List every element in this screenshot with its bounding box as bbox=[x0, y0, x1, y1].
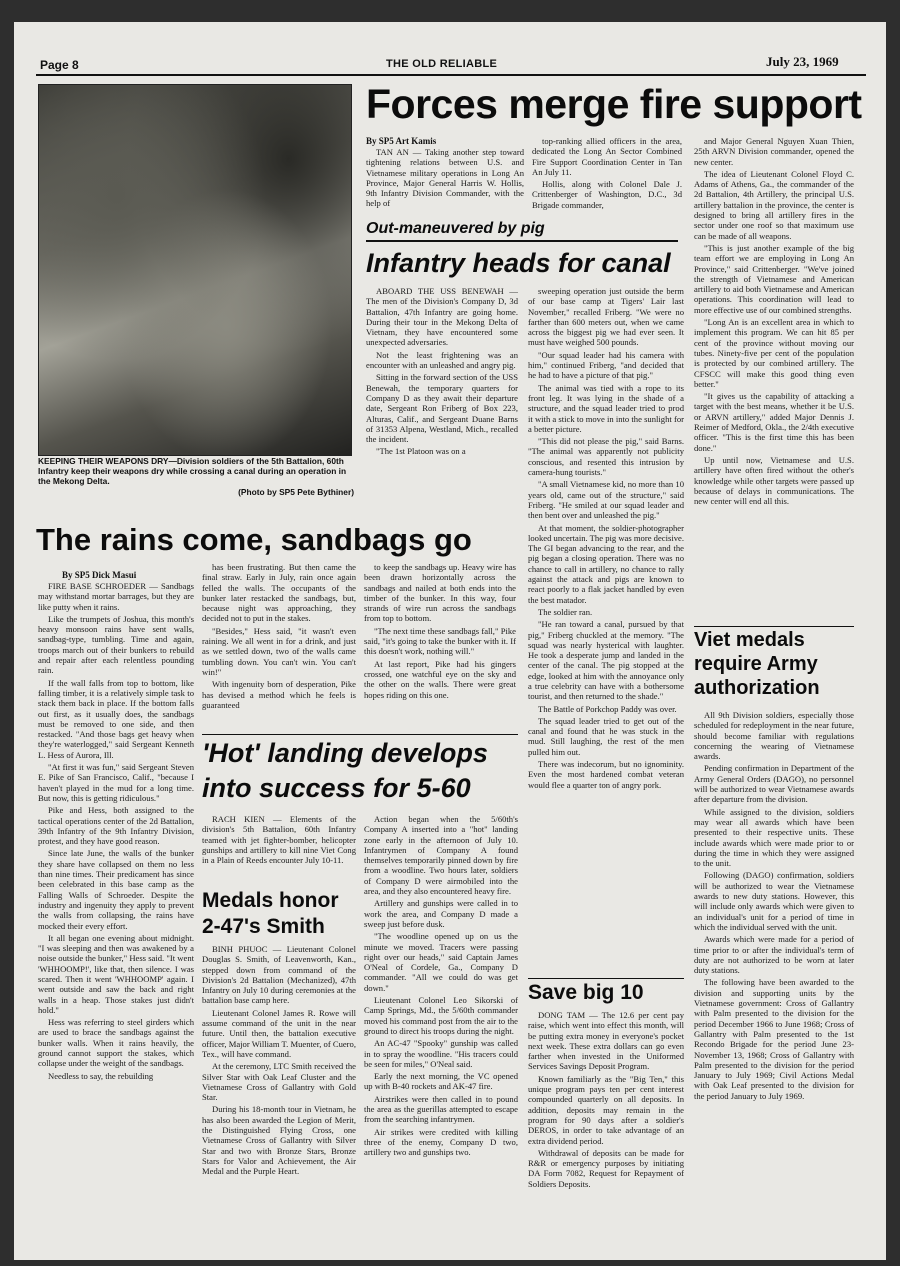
medals-column bbox=[202, 944, 356, 1244]
save-paragraph: Known familiarly as the "Big Ten," this unique program pays ten per cent interest compounded quarterly on all deposits. In addition, deposits may remain in the program for 90 days after a soldier's DEROS, in order to take advantage of an extra dividend period. bbox=[528, 1073, 684, 1146]
hot-column-1 bbox=[202, 814, 356, 890]
viet-paragraph: Following (DAGO) confirmation, soldiers will be authorized to wear the Vietnamese awards to new duty stations. However, this will include only awards which were given to an individual's unit for a period of time in which the individual served with the unit. bbox=[694, 870, 854, 932]
medals-paragraph: During his 18-month tour in Vietnam, he has also been awarded the Legion of Merit, the Distinguished Flying Cross, one Vietnamese Cross of Gallantry with Silver Star and two with Bronze Stars, Bronze Stars for Valor and Achievement, the Air Medal and the Purple Heart. bbox=[202, 1104, 356, 1177]
forces-paragraph: Up until now, Vietnamese and U.S. artillery have often fired without the other's knowledge while other targets were passed up because of delays in communications. The new center will end all this. bbox=[694, 454, 854, 507]
photo-credit: (Photo by SP5 Pete Bythiner) bbox=[238, 486, 354, 497]
forces-column-1 bbox=[366, 136, 524, 216]
rains-paragraph: With ingenuity born of desperation, Pike has devised a method which he feels is guaranteed bbox=[202, 679, 356, 710]
hot-paragraph: Airstrikes were then called in to pound the area as the guerillas attempted to escape from the searching infantrymen. bbox=[364, 1093, 518, 1125]
hot-column-2 bbox=[364, 814, 518, 1246]
pig-paragraph: Sitting in the forward section of the USS Benewah, the temporary quarters for Company D as they await their departure date, Sergeant Ron Friberg of Box 223, Alturas, Calif., and Sergeant Duane Barns of 31353 Alpena, Westland, Mich., recalled the incident. bbox=[366, 372, 518, 445]
forces-paragraph: "Long An is an excellent area in which to implement this program. We can hit 85 per cent of the province without moving our tubes. Ninety-five per cent of the population is protected by our combined artillery. The CFSCC will make this good thing even better." bbox=[694, 317, 854, 389]
viet-headline-line-1: Viet medals bbox=[694, 629, 805, 651]
medals-headline bbox=[202, 890, 358, 937]
hot-headline-line-2: into success for 5-60 bbox=[202, 773, 471, 803]
rains-paragraph: Hess was referring to steel girders which are used to brace the sandbags against the bunker walls. When it rains heavily, the ground cannot support the stakes, which collapse under the weight of the sandbags. bbox=[38, 1017, 194, 1069]
header-rule bbox=[36, 74, 866, 76]
section-divider bbox=[202, 734, 518, 735]
pig-paragraph: The soldier ran. bbox=[538, 606, 593, 617]
pig-column-1 bbox=[366, 286, 518, 476]
save-paragraph: Withdrawal of deposits can be made for R&R or emergency purposes by initiating DA Form 7082, Request for Repayment of Soldiers Deposits. bbox=[528, 1147, 684, 1189]
forces-paragraph: "This is just another example of the big team effort we are employing in Long An Province," said Crittenberger. "We've joined the strength of Vietnamese and American artillery to aid both Vietnamese and American operations. This coordination will lead to more effective use of our combined strengths. bbox=[694, 242, 854, 315]
viet-paragraph: Awards which were made for a period of time prior to or after the individual's term of duty are not authorized to be worn at later duty stations. bbox=[694, 934, 854, 976]
rains-paragraph: "The next time these sandbags fall," Pike said, "it's going to take the bunker with it. If this doesn't work, nothing will." bbox=[364, 625, 516, 657]
rains-paragraph: "Besides," Hess said, "it wasn't even raining. We all went in for a drink, and just as we settled down, two of the walls came tumbling down. You can't win. You can't win!" bbox=[202, 625, 356, 677]
pig-paragraph: The squad leader tried to get out of the canal and found that he was stuck in the mud. Still laughing, the rest of the men pulled him out. bbox=[528, 715, 684, 757]
pig-paragraph: There was indecorum, but no ignominity. Even the most hardened combat veteran would flee a quarter ton of angry pork. bbox=[528, 759, 684, 790]
hot-paragraph: An AC-47 "Spooky" gunship was called in to spray the woodline. "His tracers could be seen for miles," O'Neal said. bbox=[364, 1038, 518, 1069]
forces-paragraph: and Major General Nguyen Xuan Thien, 25th ARVN Division commander, opened the new center. bbox=[694, 136, 854, 167]
hot-paragraph: Air strikes were credited with killing three of the enemy, Company D two, artillery two and gunships two. bbox=[364, 1126, 518, 1158]
rains-paragraph: It all began one evening about midnight. "I was sleeping and then was awakened by a noise outside the bunker," Hess said. "It went 'WHHOOMP!', like that, then silence. I was scared. Then it went 'WHHOOMP' again. I went outside and saw the back and right walls in a heap. Those stakes just didn't hold." bbox=[38, 932, 194, 1015]
hot-paragraph: Lieutenant Colonel Leo Sikorski of Camp Springs, Md., the 5/60th commander moved his command post from the air to the ground to direct his troops during the night. bbox=[364, 995, 518, 1036]
rains-column-1 bbox=[38, 570, 194, 1244]
rains-paragraph: FIRE BASE SCHROEDER — Sandbags may withstand mortar barrages, but they are like putty when it rains. bbox=[38, 581, 194, 612]
rains-paragraph: Needless to say, the rebuilding bbox=[48, 1070, 154, 1081]
pig-kicker: Out-maneuvered by pig bbox=[366, 220, 678, 242]
canal-crossing-photo bbox=[38, 84, 352, 456]
rains-column-3 bbox=[364, 562, 516, 730]
hot-headline bbox=[202, 740, 522, 802]
medals-paragraph: BINH PHUOC — Lieutenant Colonel Douglas S. Smith, of Leavenworth, Kan., stepped down from command of the Division's 2d Battalion (Mechanized), 47th Infantry on July 10 during ceremonies at the battalion base camp here. bbox=[202, 944, 356, 1006]
save-paragraph: DONG TAM — The 12.6 per cent pay raise, which went into effect this month, will be putting extra money in everyone's pocket next week. These extra dollars can go even farther when invested in the Uniformed Services Savings Deposit Program. bbox=[528, 1010, 684, 1072]
pig-paragraph: The Battle of Porkchop Paddy was over. bbox=[538, 703, 677, 714]
pig-paragraph: Not the least frightening was an encounter with an unleashed and angry pig. bbox=[366, 349, 518, 371]
viet-column bbox=[694, 710, 854, 1246]
pig-paragraph: "This did not please the pig," said Barns. "The animal was apparently not publicity conscious, and resented this intrusion by camera-hung tourists." bbox=[528, 436, 684, 478]
save-headline: Save big 10 bbox=[528, 981, 644, 1004]
hot-paragraph: "The woodline opened up on us the minute we moved. Tracers were passing right over our heads," said Captain James O'Neal of Cordele, Ga., Company D commander. "All we could do was get down." bbox=[364, 931, 518, 993]
hot-paragraph: RACH KIEN — Elements of the division's 5th Battalion, 60th Infantry teamed with jet fighter-bomber, helicopter gunships and artillery to kill nine Viet Cong in a Plain of Reeds encounter July 10-11. bbox=[202, 814, 356, 866]
rains-paragraph: Pike and Hess, both assigned to the tactical operations center of the 2d Battalion, 39th Infantry of the 9th Infantry Division, protest, and they have good reason. bbox=[38, 805, 194, 847]
rains-paragraph: Since late June, the walls of the bunker they share have collapsed on them no less than nine times. Their predicament has since been celebrated in this base camp as the Falling Walls of Schroeder. Despite the industry and ingenuity they apply to prevent the walls from collapsing, the rains have mocked their every effort. bbox=[38, 848, 194, 931]
rains-paragraph: "At first it was fun," said Sergeant Steven E. Pike of San Francisco, Calif., "because I haven't played in the mud for a long time. But now, this is getting ridiculous." bbox=[38, 762, 194, 803]
hot-headline-line-1: 'Hot' landing develops bbox=[202, 738, 488, 768]
pig-paragraph: "A small Vietnamese kid, no more than 10 years old, came out of the structure," said Friberg. "He smiled at our squad leader and then bent over and unleashed the pig." bbox=[528, 479, 684, 521]
pig-column-2 bbox=[528, 286, 684, 976]
rains-column-2 bbox=[202, 562, 356, 730]
rains-paragraph: Like the trumpets of Joshua, this month's heavy monsoon rains have sent walls, sandbag-type, tumbling. Time and again, troops march out of their bunkers to rebuild and repair after each relentless pounding rain. bbox=[38, 613, 194, 676]
forces-paragraph: The idea of Lieutenant Colonel Floyd C. Adams of Athens, Ga., the commander of the 2d Battalion, 4th Artillery, the principal U.S. artillery battalion in the province, the center is designed to bring all artillery fires in the sector under one roof so that maximum use can be made of all weapons. bbox=[694, 168, 854, 241]
viet-paragraph: The following have been awarded to the division and supporting units by the Vietnamese government: Cross of Gallantry with Palm presented to the division for the period December 1966 to June 1968; Cross of Gallantry with Palm presented to the 1st Recondo Brigade for the period June 23-November 13, 1968; Cross of Gallantry with Palm presented to the division for the period January to July 1969; Civil Actions Medal with Oak Leaf presented to the division for the period January to July 1969. bbox=[694, 977, 854, 1101]
viet-paragraph: Pending confirmation in Department of the Army General Orders (DAGO), no personnel will be authorized to wear Vietnamese awards after departure from the division. bbox=[694, 763, 854, 805]
masthead: THE OLD RELIABLE bbox=[386, 58, 498, 70]
forces-column-2 bbox=[532, 136, 682, 216]
medals-paragraph: Lieutenant Colonel James R. Rowe will assume command of the unit in the near future. Until then, the battalion executive officer, Major William T. Muenter, of Cuero, Tex., will have command. bbox=[202, 1007, 356, 1059]
forces-byline: By SP5 Art Kamis bbox=[366, 136, 437, 146]
viet-paragraph: All 9th Division soldiers, especially those scheduled for redeployment in the near future, should become familiar with regulations concerning the wearing of Vietnamese awards. bbox=[694, 710, 854, 762]
medals-paragraph: At the ceremony, LTC Smith received the Silver Star with Oak Leaf Cluster and the Vietnamese Cross of Gallantry with Gold Star. bbox=[202, 1061, 356, 1103]
newspaper-page bbox=[14, 22, 886, 1260]
pig-paragraph: The animal was tied with a rope to its front leg. It was lying in the shade of a structure, and the squad leader tried to prod it with a stick to move in into the sunlight for a better picture. bbox=[528, 382, 684, 434]
rains-paragraph: If the wall falls from top to bottom, like falling timber, it is a relatively simple task to stack them back in place. If the bottom falls out first, as it usually does, the sandbags must be removed to one side, and then restacked. "And those bags get heavy when they're waterlogged," said Sergeant Kenneth L. Hess of Aurora, Ill. bbox=[38, 677, 194, 760]
pig-paragraph: "He ran toward a canal, pursued by that pig," Friberg chuckled at the memory. "The squad was nearly hysterical with laughter. He took a desperate jump and landed in the center of the canal. The pig stopped at the edge, looked at him with the annoyance only a true celebrity can have with a bothersome tourist, and then returned to the shade." bbox=[528, 619, 684, 702]
section-divider bbox=[528, 978, 684, 979]
forces-paragraph: "It gives us the capability of attacking a target with the best means, whether it be U.S. or ARVN artillery," added Major Dennis J. Reimer of Medford, Okla., the 2/4th executive officer. "This is the first time this has been done." bbox=[694, 391, 854, 453]
pig-headline: Infantry heads for canal bbox=[366, 248, 671, 278]
rains-headline: The rains come, sandbags go bbox=[36, 522, 472, 557]
save-column bbox=[528, 1010, 684, 1246]
forces-paragraph: TAN AN — Taking another step toward tightening relations between U.S. and Vietnamese military operations in Long An Province, Major General Harris W. Hollis, 9th Infantry Division Commander, with the help of bbox=[366, 147, 524, 209]
page-number: Page 8 bbox=[40, 58, 79, 72]
section-divider bbox=[694, 626, 854, 627]
pig-paragraph: sweeping operation just outside the berm of our base camp at Tigers' Lair last November," recalled Friberg. "We were no farther than 600 meters out, when we came across the biggest pig we had ever seen. It must have weighed 500 pounds. bbox=[528, 286, 684, 348]
issue-date: July 23, 1969 bbox=[766, 54, 839, 69]
forces-headline: Forces merge fire support bbox=[366, 81, 862, 127]
pig-paragraph: ABOARD THE USS BENEWAH — The men of the Division's Company D, 3d Battalion, 47th Infantry are going home. During their tour in the Mekong Delta of Vietnam, they have encountered some unexpected adversaries. bbox=[366, 286, 518, 348]
rains-paragraph: to keep the sandbags up. Heavy wire has been drawn horizontally across the sandbags and nailed at both ends into the timber of the bunker. In this way, four strands of wire run across the sandbags from top to bottom. bbox=[364, 562, 516, 624]
forces-paragraph: Hollis, along with Colonel Dale J. Crittenberger of Washington, D.C., 3d Brigade commander, bbox=[532, 179, 682, 210]
rains-paragraph: At last report, Pike had his gingers crossed, one watchful eye on the sky and the other on the walls. There were great hopes riding on this one. bbox=[364, 658, 516, 700]
rains-byline: By SP5 Dick Masui bbox=[62, 570, 137, 580]
rains-paragraph: has been frustrating. But then came the final straw. Early in July, rain once again felled the walls. The occupants of the bunker later restacked the sandbags, but, because night was approaching, they decided not to put in the stakes. bbox=[202, 562, 356, 624]
viet-paragraph: While assigned to the division, soldiers may wear all awards which have been presented to their respective units. These include awards which were made prior to or during the time in which they were assigned to the unit. bbox=[694, 806, 854, 869]
pig-paragraph: At that moment, the soldier-photographer looked uncertain. The pig was more decisive. The GI began advancing to the rear, and the pig began a closing operation. There was no chance to call in artillery, no chance to rally against the attack and pigs are known to react poorly to a flak jacket handled by even the best matador. bbox=[528, 522, 684, 605]
medals-headline-line-1: Medals honor bbox=[202, 889, 339, 912]
hot-paragraph: Artillery and gunships were called in to work the area, and Company D made a sweep just before dusk. bbox=[364, 898, 518, 929]
pig-paragraph: "Our squad leader had his camera with him," continued Friberg, "and decided that he had to have a picture of that pig." bbox=[528, 349, 684, 381]
viet-headline-line-2: require Army bbox=[694, 653, 818, 675]
medals-headline-line-2: 2-47's Smith bbox=[202, 915, 325, 938]
viet-headline bbox=[694, 630, 859, 698]
hot-paragraph: Action began when the 5/60th's Company A inserted into a "hot" landing zone early in the afternoon of July 10. Infantrymen of Company A found themselves temporarily pinned down by fire from a woodline. Two hours later, soldiers of Company D were airmobiled into the area, and they also encountered heavy fire. bbox=[364, 814, 518, 897]
pig-paragraph: "The 1st Platoon was on a bbox=[376, 446, 466, 457]
photo-caption-text: KEEPING THEIR WEAPONS DRY—Division soldiers of the 5th Battalion, 60th Infantry keep their weapons dry while crossing a canal during an operation in the Mekong Delta. bbox=[38, 456, 347, 487]
photo-caption bbox=[38, 456, 354, 497]
viet-headline-line-3: authorization bbox=[694, 677, 820, 699]
forces-column-3 bbox=[694, 136, 854, 621]
forces-paragraph: top-ranking allied officers in the area, dedicated the Long An Sector Combined Fire Support Coordination Center in Tan An July 11. bbox=[532, 136, 682, 177]
hot-paragraph: Early the next morning, the VC opened up with B-40 rockets and AK-47 fire. bbox=[364, 1071, 518, 1092]
